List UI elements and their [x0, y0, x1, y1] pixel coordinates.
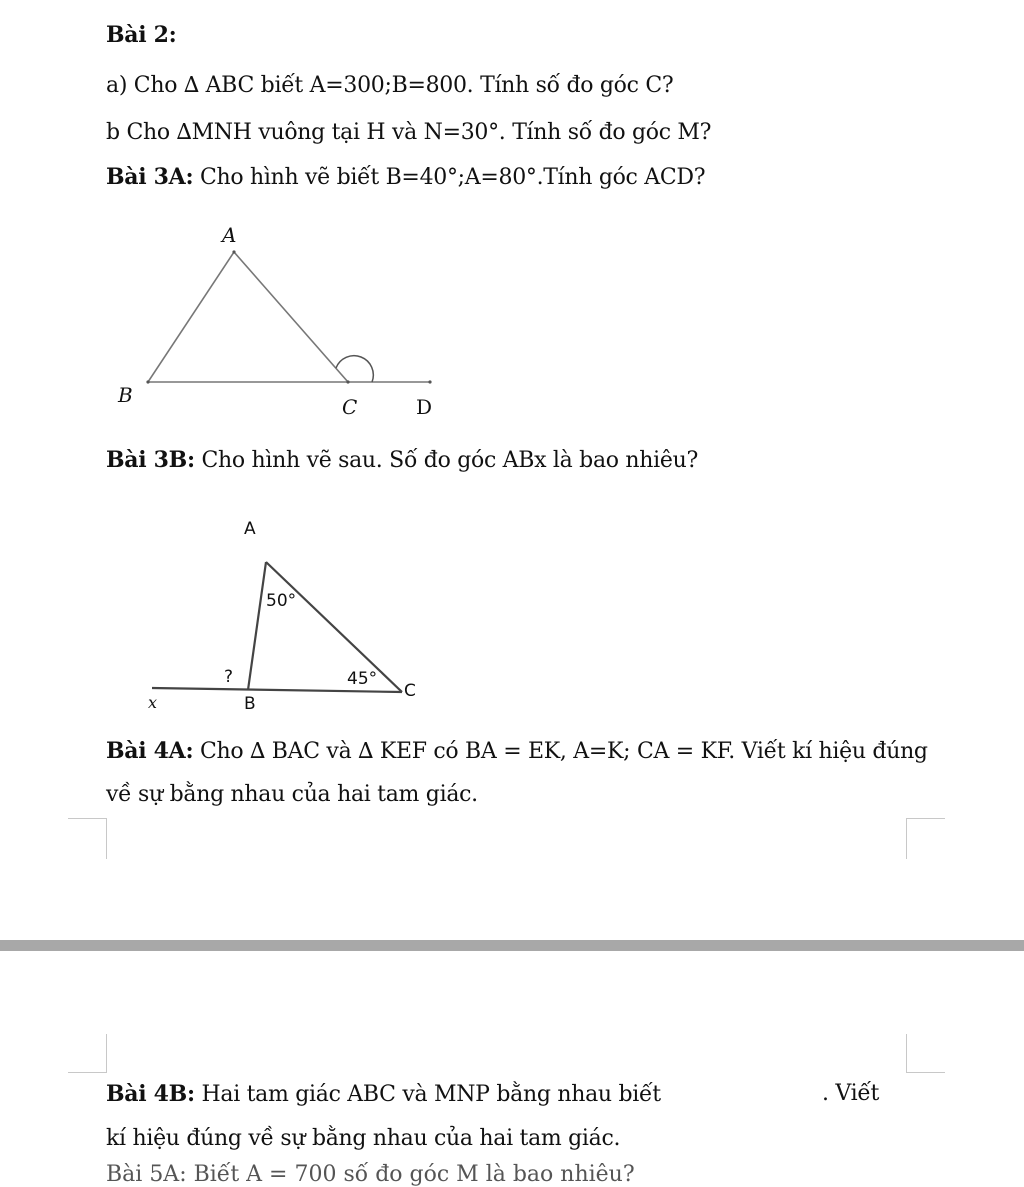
bai4a-text: Cho ∆ BAC và ∆ KEF có BA = EK, A=K; CA = KF. Viết kí hiệu đúng — [193, 739, 928, 764]
label-a: A — [222, 223, 237, 247]
page-gap — [0, 940, 1024, 951]
label-a: A — [244, 519, 256, 539]
edge-ab — [148, 252, 234, 382]
bai3b-label: Bài 3B: — [106, 447, 195, 473]
bai3b-question — [106, 447, 698, 473]
edge-ac — [234, 252, 348, 382]
bai4a-question — [106, 738, 928, 764]
angle-acd-arc — [336, 356, 373, 382]
bai3a-figure — [100, 220, 460, 430]
crop-mark-top-left — [68, 1034, 107, 1073]
crop-mark-bottom-right — [906, 818, 945, 859]
bai4a-question-line2: về sự bằng nhau của hai tam giác. — [106, 782, 478, 807]
point-b — [146, 380, 149, 383]
bai5a-partial: Bài 5A: Biết A = 700 số đo góc M là bao nhiêu? — [106, 1162, 635, 1187]
bai4b-question-line2: kí hiệu đúng về sự bằng nhau của hai tam giác. — [106, 1126, 621, 1151]
bai4b-label: Bài 4B: — [106, 1081, 195, 1107]
label-b: B — [118, 383, 133, 407]
bai3b-figure — [140, 510, 440, 720]
label-x: x — [148, 693, 158, 712]
point-c — [346, 380, 349, 383]
label-c: C — [342, 395, 358, 419]
angle-c-label: 45° — [347, 669, 378, 689]
bai4a-label: Bài 4A: — [106, 738, 194, 764]
angle-a-label: 50° — [266, 591, 297, 611]
edge-ab — [248, 562, 266, 690]
crop-mark-top-right — [906, 1034, 945, 1073]
bai3a-text: Cho hình vẽ biết B=40°;A=80°.Tính góc ACD? — [193, 165, 706, 190]
bai2-title: Bài 2: — [106, 22, 177, 48]
bai3b-text: Cho hình vẽ sau. Số đo góc ABx là bao nhiêu? — [194, 448, 698, 473]
label-c: C — [404, 681, 416, 701]
bai4b-text: Hai tam giác ABC và MNP bằng nhau biết — [194, 1082, 661, 1107]
crop-mark-bottom-left — [68, 818, 107, 859]
point-d — [428, 380, 431, 383]
label-d: D — [416, 395, 433, 419]
bai2-part-a: a) Cho ∆ ABC biết A=300;B=800. Tính số đo góc C? — [106, 73, 674, 98]
bai2-part-b: b Cho ∆MNH vuông tại H và N=30°. Tính số đo góc M? — [106, 120, 712, 145]
label-b: B — [244, 694, 256, 714]
unknown-angle-label: ? — [224, 667, 234, 687]
point-a — [232, 250, 235, 253]
bai4b-question-end: . Viết — [822, 1081, 880, 1106]
bai3a-question — [106, 164, 705, 190]
bai4b-question — [106, 1081, 661, 1107]
edge-ac — [266, 562, 402, 692]
bai3a-label: Bài 3A: — [106, 164, 194, 190]
